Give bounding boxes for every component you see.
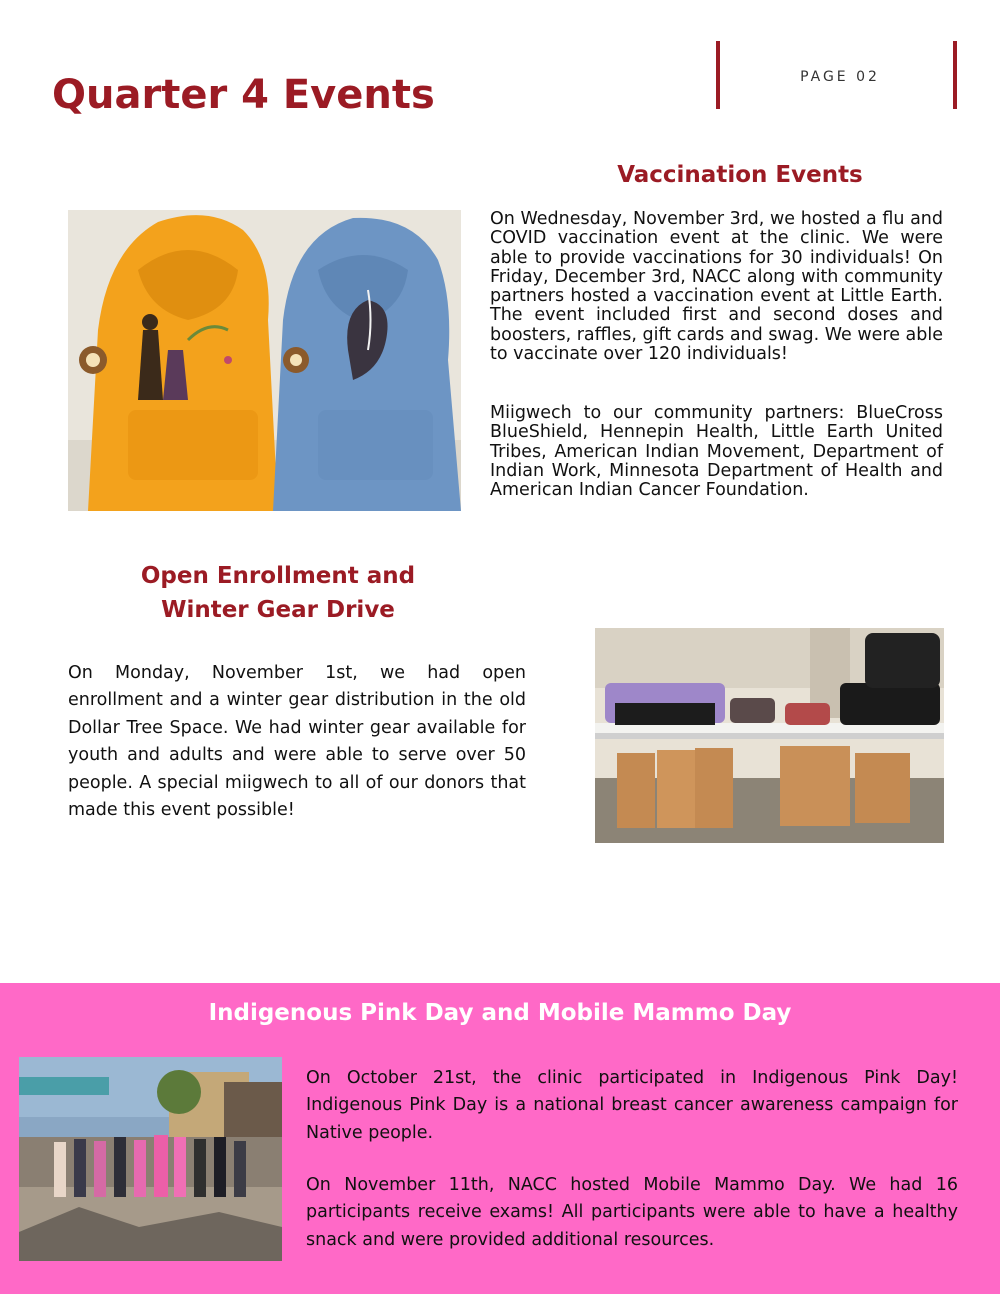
header-divider-left xyxy=(716,41,720,109)
enrollment-heading-line-1: Open Enrollment and xyxy=(140,563,416,589)
enrollment-paragraph: On Monday, November 1st, we had open enrollment and a winter gear distribution in the old Dollar Tree Space. We had winter gear available for youth and adults and were able to serve over 50 people. A special miigwech to all of our donors that made this event possible! xyxy=(68,663,526,821)
page-number: PAGE 02 xyxy=(800,69,880,85)
winter-gear-photo xyxy=(595,628,944,843)
vaccination-paragraph-1: On Wednesday, November 3rd, we hosted a flu and COVID vaccination event at the clinic. We were able to provide vaccinations for 30 individuals! On Friday, December 3rd, NACC along with community partners hosted a vaccination event at Little Earth. The event included first and second doses and boosters, raffles, gift cards and swag. We were able to vaccinate over 120 individuals! xyxy=(490,209,943,365)
vaccination-paragraph-2: Miigwech to our community partners: BlueCross BlueShield, Hennepin Health, Little Earth United Tribes, American Indian Movement, Department of Indian Work, Minnesota Department of Health and American Indian Cancer Foundation. xyxy=(490,403,943,501)
enrollment-heading-line-2: Winter Gear Drive xyxy=(161,597,395,623)
pink-day-paragraph: On October 21st, the clinic participated in Indigenous Pink Day! Indigenous Pink Day is a national breast cancer awareness campaign for Native people. xyxy=(306,1068,958,1143)
hoodies-photo xyxy=(68,210,461,511)
group-photo xyxy=(19,1057,282,1261)
page-title: Quarter 4 Events xyxy=(52,72,435,118)
pink-day-heading: Indigenous Pink Day and Mobile Mammo Day xyxy=(208,1000,792,1026)
vaccination-heading: Vaccination Events xyxy=(617,162,863,188)
mammo-day-paragraph: On November 11th, NACC hosted Mobile Mammo Day. We had 16 participants receive exams! All participants were able to have a healthy snack and were provided additional resources. xyxy=(306,1175,958,1250)
header-divider-right xyxy=(953,41,957,109)
